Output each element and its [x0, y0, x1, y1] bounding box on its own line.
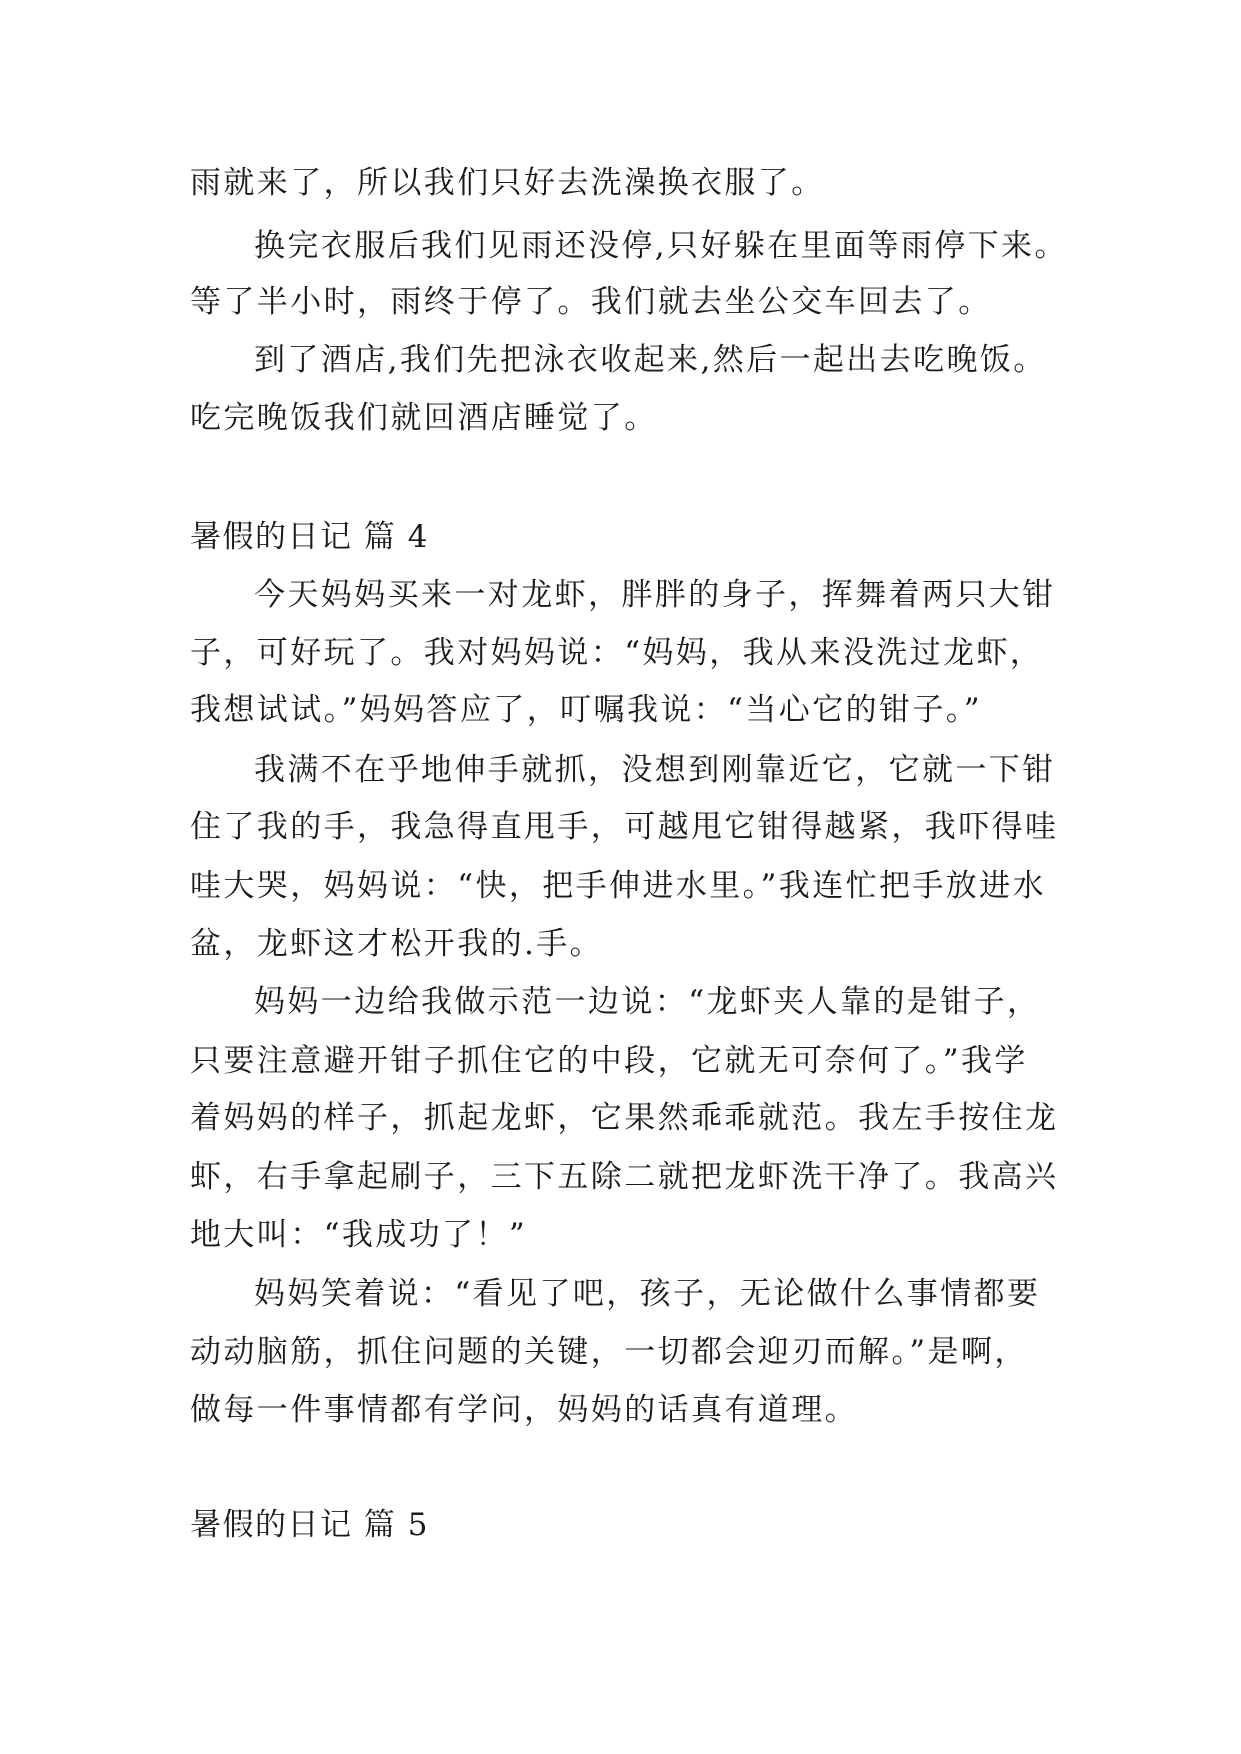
- section-heading: 暑假的日记 篇 5: [190, 1507, 429, 1543]
- paragraph-line: 等了半小时，雨终于停了。我们就去坐公交车回去了。: [190, 284, 992, 320]
- paragraph-line: 子，可好玩了。我对妈妈说：“妈妈，我从来没洗过龙虾，: [190, 635, 1044, 671]
- paragraph-line: 今天妈妈买来一对龙虾，胖胖的身子，挥舞着两只大钳: [254, 577, 1056, 613]
- paragraph-line: 只要注意避开钳子抓住它的中段，它就无可奈何了。”我学: [190, 1043, 1028, 1079]
- paragraph-line: 到了酒店,我们先把泳衣收起来,然后一起出去吃晚饭。: [254, 342, 1047, 378]
- paragraph-line: 我满不在乎地伸手就抓，没想到刚靠近它，它就一下钳: [254, 752, 1056, 788]
- paragraph-line: 动动脑筋，抓住问题的关键，一切都会迎刃而解。”是啊，: [190, 1334, 1028, 1370]
- paragraph-line: 地大叫：“我成功了！”: [190, 1217, 528, 1253]
- paragraph-line: 住了我的手，我急得直甩手，可越甩它钳得越紧，我吓得哇: [190, 809, 1059, 845]
- paragraph-line: 哇大哭，妈妈说：“快，把手伸进水里。”我连忙把手放进水: [190, 868, 1046, 904]
- paragraph-line: 吃完晚饭我们就回酒店睡觉了。: [190, 400, 658, 436]
- paragraph-line: 盆，龙虾这才松开我的.手。: [190, 926, 604, 962]
- paragraph-line: 做每一件事情都有学问，妈妈的话真有道理。: [190, 1392, 858, 1428]
- paragraph-line: 雨就来了，所以我们只好去洗澡换衣服了。: [190, 165, 825, 201]
- section-heading: 暑假的日记 篇 4: [190, 519, 429, 555]
- paragraph-line: 虾，右手拿起刷子，三下五除二就把龙虾洗干净了。我高兴: [190, 1159, 1059, 1195]
- paragraph-line: 我想试试。”妈妈答应了，叮嘱我说：“当心它的钳子。”: [190, 692, 982, 728]
- paragraph-line: 换完衣服后我们见雨还没停,只好躲在里面等雨停下来。: [254, 228, 1068, 264]
- paragraph-line: 妈妈笑着说：“看见了吧，孩子，无论做什么事情都要: [254, 1276, 1041, 1312]
- paragraph-line: 着妈妈的样子，抓起龙虾，它果然乖乖就范。我左手按住龙: [190, 1100, 1059, 1136]
- paragraph-line: 妈妈一边给我做示范一边说：“龙虾夹人靠的是钳子，: [254, 984, 1041, 1020]
